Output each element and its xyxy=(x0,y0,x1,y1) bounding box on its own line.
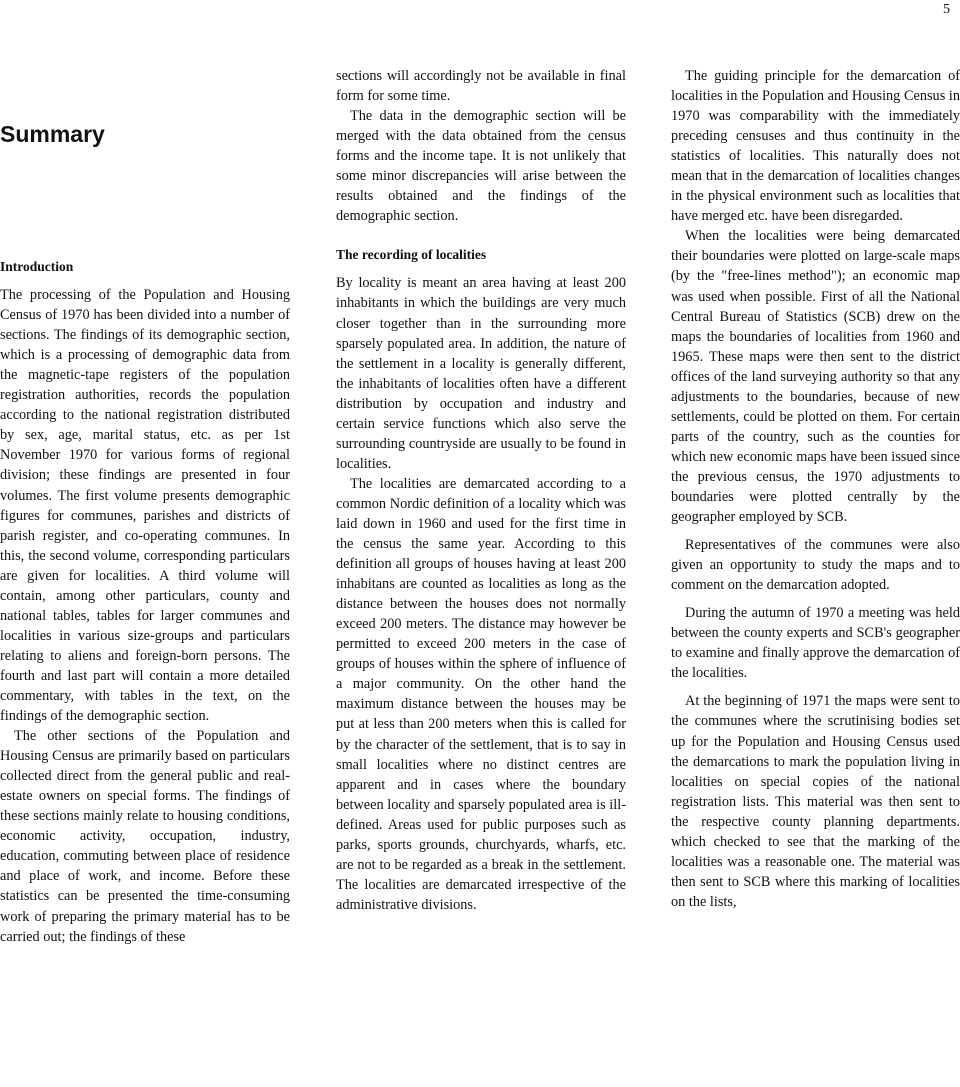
paragraph: The localities are demarcated according to a common Nordic definition of a locality which was laid down in 1960 and used for the first time in the census the same year. According to this definition all groups of houses having at least 200 inhabitans are counted as localities as long as the distance between the houses does not normally exceed 200 meters. The distance may however be permitted to exceed 200 meters in the case of groups of houses within the sphere of influence of a major community. On the other hand the maximum distance between the houses may be put at less than 200 meters when this is called for by the character of the settlement, that is to say in small localities where no distinct centres are apparent and in cases where the boundary between locality and sparsely populated area is ill-defined. Areas used for public purposes such as parks, sports grounds, churchyards, wharfs, etc. are not to be regarded as a break in the settlement. The localities are demarcated irrespective of the administrative divisions. xyxy=(336,475,626,913)
paragraph: At the beginning of 1971 the maps were sent to the communes where the scrutinising bodies set up for the Population and Housing Census used the demarcations to mark the population living in localities on special copies of the national registration lists. This material was then sent to the respective county planning departments. which checked to see that the marking of the localities was a reasonable one. The material was then sent to SCB where this marking of localities on the lists, xyxy=(671,693,960,910)
paragraph: The other sections of the Population and Housing Census are primarily based on particulars collected direct from the general public and real-estate owners on special forms. The findings of these sections mainly relate to housing conditions, economic activity, occupation, industry, education, commuting between place of residence and place of work, and income. Before these statistics can be presented the time-consuming work of preparing the primary material has to be carried out; the findings of these xyxy=(0,728,290,945)
paragraph: Representatives of the communes were also given an opportunity to study the maps and to comment on the demarcation adopted. xyxy=(671,537,960,594)
paragraph: The guiding principle for the demarcation of localities in the Population and Housing Census in 1970 was comparability with the immediately preceding censuses and thus continuity in the statistics of localities. This naturally does not mean that in the demarcation of localities changes in the physical environment such as localities that have merged etc. have been disregarded. xyxy=(671,68,960,225)
paragraph: When the localities were being demarcated their boundaries were plotted on large-scale maps (by the "free-lines method"); an economic map was used when possible. First of all the National Central Bureau of Statistics (SCB) drew on the maps the boundaries of localities from 1960 and 1965. These maps were then sent to the district offices of the land surveying authority so that any adjustments to the boundaries, because of new settlements, could be plotted on them. For certain parts of the country, such as the counties for which new economic maps have been issued since the previous census, the 1970 adjustments to boundaries were plotted centrally by the geographer employed by SCB. xyxy=(671,228,960,526)
paragraph: By locality is meant an area having at least 200 inhabitants in which the buildings are very much closer together than in the surrounding more sparsely populated area. In addition, the nature of the settlement in a locality is generally different, the inhabitants of localities often have a different distribution by occupation and industry and certain service functions which also serve the surrounding countryside are usually to be found in localities. xyxy=(336,275,626,472)
paragraph: The data in the demographic section will be merged with the data obtained from the census forms and the income tape. It is not unlikely that some minor discrepancies will arise between the results obtained and the findings of the demographic section. xyxy=(336,108,626,225)
page-number: 5 xyxy=(943,2,950,17)
paragraph: The processing of the Population and Housing Census of 1970 has been divided into a number of sections. The findings of its demographic section, which is a processing of demographic data from the magnetic-tape registers of the population registration authorities, records the population according to the national registration distributed by sex, age, marital status, etc. as per 1st November 1970 for various forms of regional division; these findings are presented in four volumes. The first volume presents demographic figures for communes, parishes and districts of parish register, and co-operating communes. In this, the second volume, corresponding particulars are given for localities. A third volume will contain, among other particulars, county and national tables, tables for larger communes and localities in various size-groups and particulars relating to aliens and foreign-born persons. The fourth and last part will contain a more detailed commentary, with tables in the text, on the findings of the demographic section. xyxy=(0,287,290,725)
section-heading-introduction: Introduction xyxy=(0,259,74,274)
section-heading-recording-of-localities: The recording of localities xyxy=(336,247,487,263)
column-left xyxy=(0,257,290,947)
page-title: Summary xyxy=(0,121,105,147)
paragraph: sections will accordingly not be available in final form for some time. xyxy=(336,68,626,105)
paragraph: During the autumn of 1970 a meeting was held between the county experts and SCB's geographer to examine and finally approve the demarcation of the localities. xyxy=(671,605,960,682)
column-right xyxy=(671,66,960,912)
column-middle xyxy=(336,66,626,915)
